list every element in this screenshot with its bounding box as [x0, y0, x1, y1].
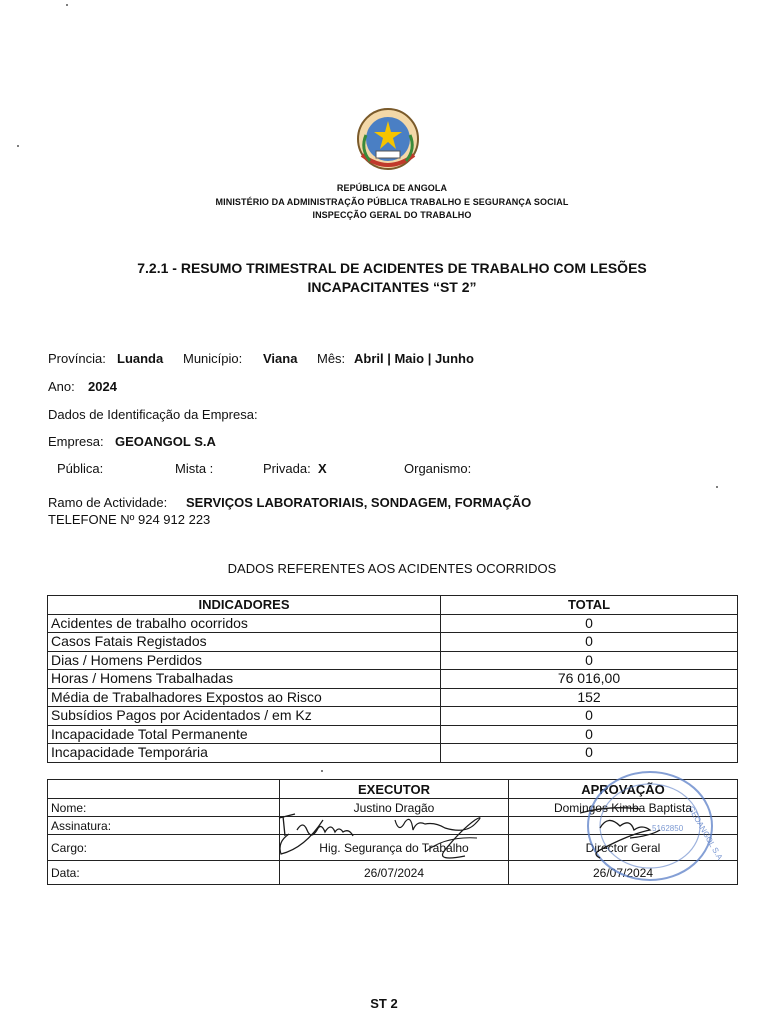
scan-speck: [321, 770, 323, 772]
municipio-value: Viana: [263, 351, 298, 366]
executor-cargo: Hig. Segurança do Trabalho: [280, 835, 509, 861]
indicator-label: Subsídios Pagos por Acidentados / em Kz: [48, 707, 441, 726]
privada-label: Privada:: [263, 461, 311, 476]
stamp-text: GEOANGOL S.A: [686, 804, 725, 862]
indicator-label: Casos Fatais Registados: [48, 633, 441, 652]
indicator-value: 152: [441, 688, 738, 707]
indicator-value: 0: [441, 614, 738, 633]
table-row: [48, 725, 738, 744]
header-inspection: INSPECÇÃO GERAL DO TRABALHO: [312, 210, 472, 220]
executor-name: Justino Dragão: [280, 799, 509, 817]
ano-label: Ano:: [48, 379, 75, 394]
indicator-label: Dias / Homens Perdidos: [48, 651, 441, 670]
angola-emblem-icon: [352, 105, 424, 177]
ano-value: 2024: [88, 379, 117, 394]
company-stamp-icon: [570, 768, 725, 888]
mes-label: Mês:: [317, 351, 346, 366]
indicators-header-row: [48, 596, 738, 615]
scan-speck: [66, 4, 68, 6]
scan-speck: [17, 145, 19, 147]
aprovacao-header: APROVAÇÃO: [509, 780, 738, 799]
indicator-label: Incapacidade Total Permanente: [48, 725, 441, 744]
telefone: TELEFONE Nº 924 912 223: [48, 512, 211, 527]
municipio-label: Município:: [183, 351, 243, 366]
table-row: [48, 688, 738, 707]
indicator-value: 0: [441, 651, 738, 670]
document-title-line2: INCAPACITANTES “ST 2”: [307, 279, 477, 295]
indicator-value: 0: [441, 707, 738, 726]
indicator-label: Horas / Homens Trabalhadas: [48, 670, 441, 689]
approver-name: Domingos Kimba Baptista: [509, 799, 738, 817]
indicator-label: Média de Trabalhadores Expostos ao Risco: [48, 688, 441, 707]
approver-cargo: Director Geral: [509, 835, 738, 861]
privada-value: X: [318, 461, 327, 476]
header-ministry: MINISTÉRIO DA ADMINISTRAÇÃO PÚBLICA TRABALHO E SEGURANÇA SOCIAL: [215, 197, 569, 207]
indicators-col-header: INDICADORES: [48, 596, 441, 615]
footer-form-code: ST 2: [370, 996, 398, 1011]
ramo-label: Ramo de Actividade:: [48, 495, 168, 510]
executor-signature-drawing: [275, 808, 505, 878]
total-col-header: TOTAL: [441, 596, 738, 615]
provincia-value: Luanda: [117, 351, 164, 366]
empresa-label: Empresa:: [48, 434, 104, 449]
publica-label: Pública:: [57, 461, 104, 476]
indicator-label: Incapacidade Temporária: [48, 744, 441, 763]
provincia-label: Província:: [48, 351, 106, 366]
indicator-label: Acidentes de trabalho ocorridos: [48, 614, 441, 633]
indicator-value: 0: [441, 744, 738, 763]
stamp-number: 5162850: [652, 824, 684, 833]
table-row: [48, 744, 738, 763]
scan-speck: [716, 486, 718, 488]
organismo-label: Organismo:: [404, 461, 472, 476]
ramo-value: SERVIÇOS LABORATORIAIS, SONDAGEM, FORMAÇÃO: [186, 495, 532, 510]
executor-header: EXECUTOR: [280, 780, 509, 799]
mes-value: Abril | Maio | Junho: [354, 351, 474, 366]
table-row: [48, 614, 738, 633]
approver-date: 26/07/2024: [509, 861, 738, 885]
row-label: Cargo:: [48, 835, 280, 861]
row-label: Nome:: [48, 799, 280, 817]
executor-date: 26/07/2024: [280, 861, 509, 885]
row-label: Data:: [48, 861, 280, 885]
document-title-line1: 7.2.1 - RESUMO TRIMESTRAL DE ACIDENTES DE TRABALHO COM LESÕES: [137, 260, 647, 276]
table-row: [48, 633, 738, 652]
table-row: [48, 651, 738, 670]
table-row: [48, 707, 738, 726]
header-republic: REPÚBLICA DE ANGOLA: [336, 183, 448, 193]
table-row: [48, 670, 738, 689]
empresa-value: GEOANGOL S.A: [115, 434, 216, 449]
mista-label: Mista :: [175, 461, 214, 476]
indicator-value: 0: [441, 633, 738, 652]
indicator-value: 0: [441, 725, 738, 744]
dados-identificacao-label: Dados de Identificação da Empresa:: [48, 407, 258, 422]
indicator-value: 76 016,00: [441, 670, 738, 689]
section-title: DADOS REFERENTES AOS ACIDENTES OCORRIDOS: [227, 561, 557, 576]
approval-blank-header: [48, 780, 280, 799]
row-label: Assinatura:: [48, 817, 280, 835]
indicators-table: [47, 595, 738, 763]
